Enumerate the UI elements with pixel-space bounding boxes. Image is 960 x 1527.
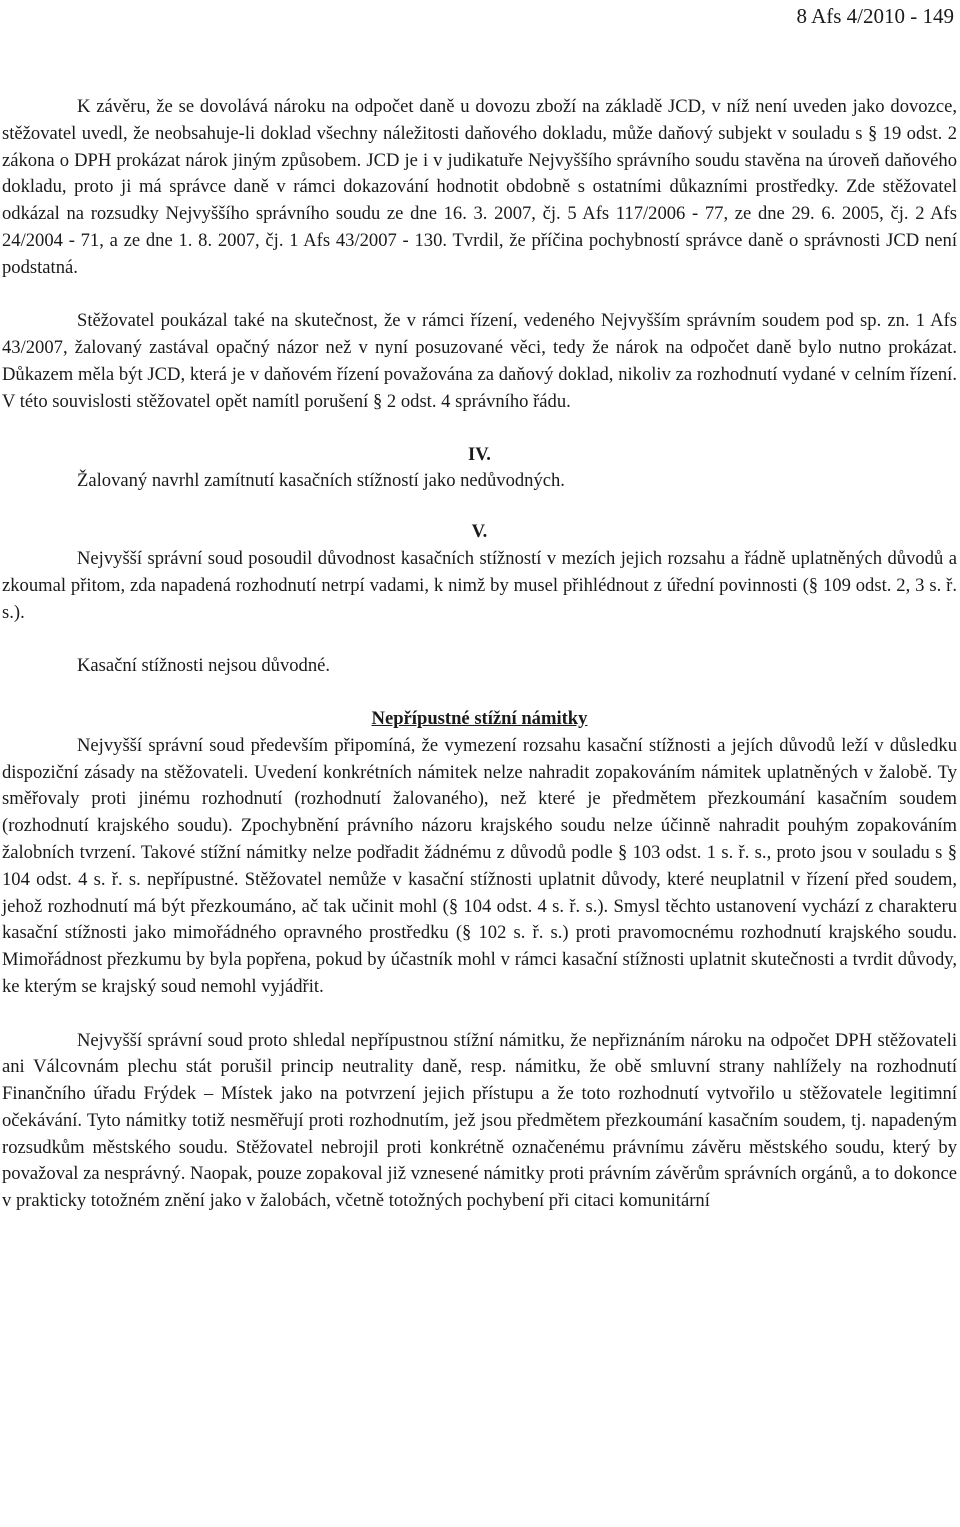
paragraph-court-assessment: Nejvyšší správní soud posoudil důvodnost kasačních stížností v mezích jejich rozsahu a řádně uplatněných důvodů a zkoumal přitom, zda napadená rozhodnutí netrpí vadami, k nimž by musel přihlédnout z úřední povinnosti (§ 109 odst. 2, 3 s. ř. s.). <box>2 547 957 623</box>
paragraph-respondent-proposal: Žalovaný navrhl zamítnutí kasačních stížností jako nedůvodných. <box>77 470 565 492</box>
paragraph-scope-of-appeal: Nejvyšší správní soud především připomíná, že vymezení rozsahu kasační stížnosti a jejích důvodů leží v důsledku dispoziční zásady na stěžovateli. Uvedení konkrétních námitek nelze nahradit zopakováním námitek uplatněných v žalobě. Ty směřovaly proti jinému rozhodnutí (rozhodnutí žalovaného), než které je předmětem přezkoumání kasačním soudem (rozhodnutí krajského soudu). Zpochybnění právního názoru krajského soudu nelze účinně nahradit pouhým zopakováním žalobních tvrzení. Takové stížní námitky nelze podřadit žádnému z důvodů podle § 103 odst. 1 s. ř. s., proto jsou v souladu s § 104 odst. 4 s. ř. s. nepřípustné. Stěžovatel nemůže v kasační stížnosti uplatnit důvody, které neuplatnil v řízení před soudem, jehož rozhodnutí má být přezkoumáno, ač tak učinit mohl (§ 104 odst. 4 s. ř. s.). Smysl těchto ustanovení vychází z charakteru kasační stížnosti jako mimořádného opravného prostředku (§ 102 s. ř. s.) proti pravomocnému rozhodnutí krajského soudu. Mimořádnost přezkumu by byla popřena, pokud by účastník mohl v rámci kasační stížnosti uplatnit skutečnosti a tvrdit důvody, ke kterým se krajský soud nemohl vyjádřit. <box>2 734 957 997</box>
case-reference-header: 8 Afs 4/2010 - 149 <box>796 4 954 28</box>
section-heading-iv: IV. <box>468 443 491 465</box>
paragraph-contrary-opinion: Stěžovatel poukázal také na skutečnost, že v rámci řízení, vedeného Nejvyšším správním soudem pod sp. zn. 1 Afs 43/2007, žalovaný zastával opačný názor než v nyní posuzované věci, tedy že nárok na odpočet daně bylo nutno prokázat. Důkazem měla být JCD, která je v daňovém řízení považována za daňový doklad, nikoliv za rozhodnutí vydané v celním řízení. V této souvislosti stěžovatel opět namítl porušení § 2 odst. 4 správního řádu. <box>2 310 957 412</box>
paragraph-appeal-argument: K závěru, že se dovolává nároku na odpočet daně u dovozu zboží na základě JCD, v níž není uveden jako dovozce, stěžovatel uvedl, že neobsahuje-li doklad všechny náležitosti daňového dokladu, může daňový subjekt v souladu s § 19 odst. 2 zákona o DPH prokázat nárok jiným způsobem. JCD je i v judikatuře Nejvyššího správního soudu stavěna na úroveň daňového dokladu, proto ji má správce daně v rámci dokazování hodnotit obdobně s ostatními důkazními prostředky. Zde stěžovatel odkázal na rozsudky Nejvyššího správního soudu ze dne 16. 3. 2007, čj. 5 Afs 117/2006 - 77, ze dne 29. 6. 2005, čj. 2 Afs 24/2004 - 71, a ze dne 1. 8. 2007, čj. 1 Afs 43/2007 - 130. Tvrdil, že příčina pochybností správce daně o správnosti JCD není podstatná. <box>2 96 957 278</box>
paragraph-conclusion: Kasační stížnosti nejsou důvodné. <box>77 655 331 677</box>
section-heading-v: V. <box>471 521 488 543</box>
paragraph-inadmissible-objection: Nejvyšší správní soud proto shledal nepřípustnou stížní námitku, že nepřiznáním nároku na odpočet DPH stěžovateli ani Válcovnám plechu stát porušil princip neutrality daně, resp. námitku, že obě smluvní strany nahlížely na rozhodnutí Finančního úřadu Frýdek – Místek jako na potvrzení jejich přístupu a že toto rozhodnutí vytvořilo u stěžovatele legitimní očekávání. Tyto námitky totiž nesměřují proti rozhodnutím, jež jsou předmětem přezkoumání kasačním soudem, tj. napadeným rozsudkům městského soudu. Stěžovatel nebrojil proti konkrétně označenému právnímu závěru městského soudu, který by považoval za nesprávný. Naopak, pouze zopakoval již vznesené námitky proti právním závěrům správních orgánů, a to dokonce v prakticky totožném znění jako v žalobách, včetně totožných pochybení při citaci komunitární <box>2 1029 957 1212</box>
document-body <box>2 94 957 1215</box>
section-heading-inadmissible-objections: Nepřípustné stížní námitky <box>371 707 588 729</box>
